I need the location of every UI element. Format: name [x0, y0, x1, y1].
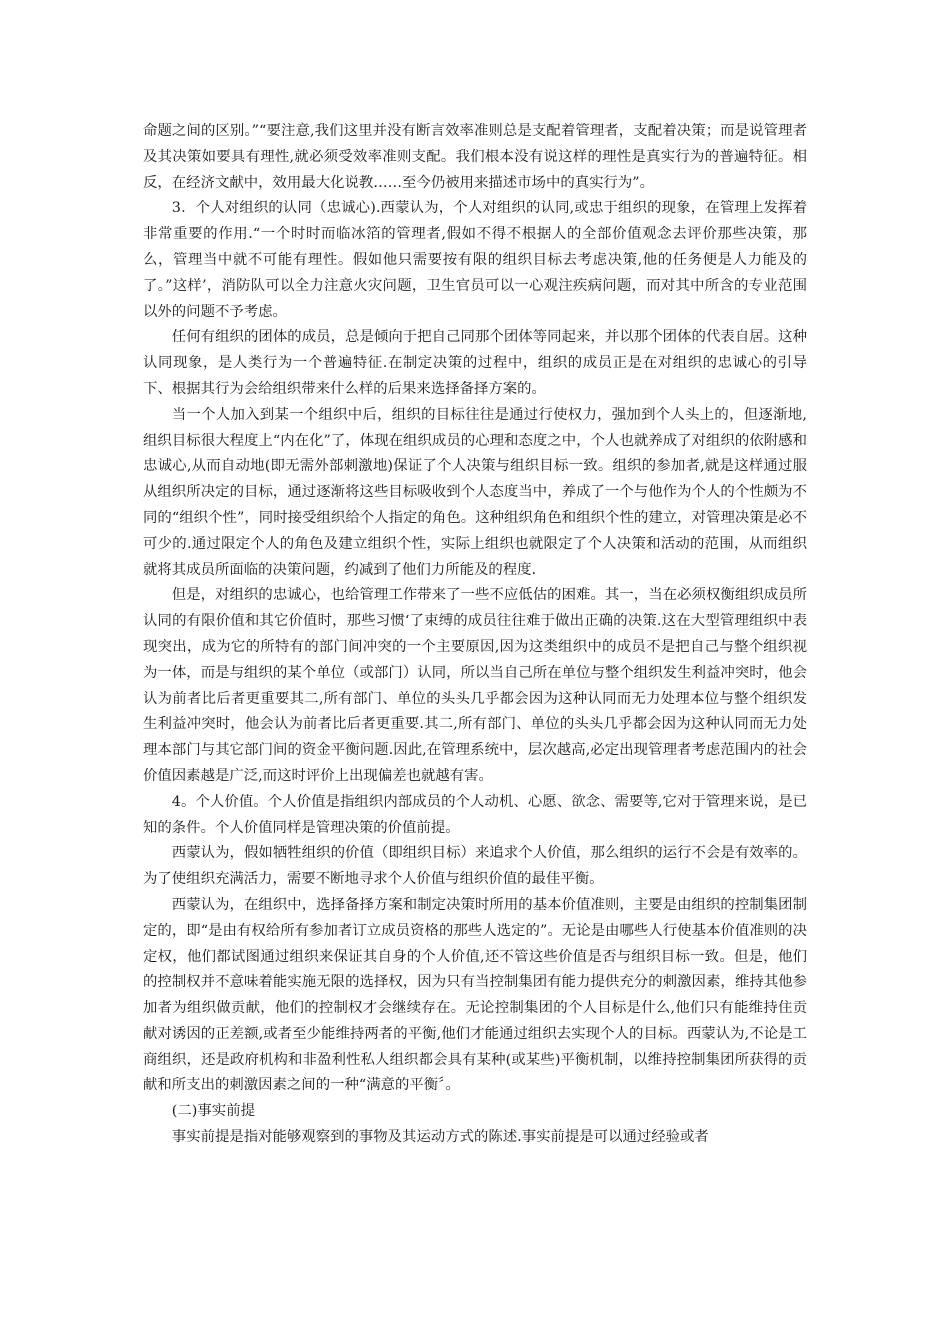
- paragraph-personal-value: 4。个人价值。个人价值是指组织内部成员的个人动机、心愿、欲念、需要等,它对于管理来说，是已知的条件。个人价值同样是管理决策的价值前提。: [143, 793, 807, 836]
- document-page: [143, 119, 807, 1151]
- paragraph-difficulties: 但是，对组织的忠诚心，也给管理工作带来了一些不应低估的困难。其一，当在必须权衡组织成员所认同的有限价值和其它价值时，那些习惯‘了束缚的成员往往难于做出正确的决策.这在大型管理组织中表现突出，成为它的所特有的部门间冲突的一个主要原因,因为这类组织中的成员不是把自己与整个组织视为一体，而是与组织的某个单位（或部门）认同，所以当自己所在单位与整个组织发生利益冲突时，他会认为前者比后者更重要其二,所有部门、单位的头头几乎都会因为这种认同而无力处理本位与整个组织发生利益冲突时，他会认为前者比后者更重要.其二,所有部门、单位的头头几乎都会因为这种认同而无力处理本部门与其它部门间的资金平衡问题.因此,在管理系统中，层次越高,必定出现管理者考虑范围内的社会价值因素越是广泛,而这时评价上出现偏差也就越有害。: [143, 587, 807, 784]
- paragraph-identification: 3．个人对组织的认同（忠诚心).西蒙认为，个人对组织的认同,或忠于组织的现象，在管理上发挥着非常重要的作用.“一个时时而临冰箔的管理者,假如不得不根据人的全部价值观念去评价那些决策，那么，管理当中就不可能有理性。假如他只需要按有限的组织目标去考虑决策,他的任务便是人力能及的了。”这样’，消防队可以全力注意火灾问题，卫生官员可以一心观注疾病问题，而对其中所含的专业范围以外的问题不予考虑。: [143, 200, 807, 320]
- paragraph-control-group: 西蒙认为，在组织中，选择备择方案和制定决策时所用的基本价值准则，主要是由组织的控制集团制定的，即“是由有权给所有参加者订立成员资格的那些人选定的”。无论是由哪些人行使基本价值准则的决定权，他们都试图通过组织来保证其自身的个人价值,还不管这些价值是否与组织目标一致。但是，他们的控制权并不意味着能实施无限的选择权，因为只有当控制集团有能力提供充分的刺激因素，维持其他参加者为组织做贡献，他们的控制权才会继续存在。无论控制集团的个人目标是什么,他们只有能维持住贡献对诱因的正差额,或者至少能维持两者的平衡,他们才能通过组织去实现个人的目标。西蒙认为,不论是工商组织，还是政府机构和非盈利性私人组织都会具有某种(或某些)平衡机制，以维持控制集团所获得的贡献和所支出的刺激因素之间的一种“满意的平衡〞。: [143, 896, 807, 1094]
- paragraph-continuation: 命题之间的区别。”“要注意,我们这里并没有断言效率准则总是支配着管理者，支配着决策；而是说管理者及其决策如要具有理性,就必须受效率准则支配。我们根本没有说这样的理性是真实行为的普遍特征。相反，在经济文献中，效用最大化说教……至今仍被用来描述市场中的真实行为”。: [143, 123, 807, 191]
- section-heading-fact-premise: (二)事实前提: [171, 1103, 255, 1120]
- paragraph-fact-premise: 事实前提是指对能够观察到的事物及其运动方式的陈述.事实前提是可以通过经验或者: [171, 1129, 709, 1146]
- paragraph-balance: 西蒙认为，假如牺牲组织的价值（即组织目标）来追求个人价值，那么组织的运行不会是有效率的。为了使组织充满活力，需要不断地寻求个人价值与组织价值的最佳平衡。: [143, 845, 807, 888]
- paragraph-group-members: 任何有组织的团体的成员，总是倾向于把自己同那个团体等同起来，并以那个团体的代表自居。这种认同现象，是人类行为一个普遍特征.在制定决策的过程中，组织的成员正是在对组织的忠诚心的引导下、根据其行为会给组织带来什么样的后果来选择备择方案的。: [143, 329, 807, 397]
- paragraph-internalization: 当一个人加入到某一个组织中后，组织的目标往往是通过行使权力，强加到个人头上的，但逐渐地,组织目标很大程度上“内在化”了，体现在组织成员的心理和态度之中，个人也就养成了对组织的依附感和忠诚心,从而自动地(即无需外部刺激地)保证了个人决策与组织目标一致。组织的参加者,就是这样通过服从组织所决定的目标，通过逐渐将这些目标吸收到个人态度当中，养成了一个与他作为个人的个性颇为不同的“组织个性”，同时接受组织给个人指定的角色。这种组织角色和组织个性的建立，对管理决策是必不可少的.通过限定个人的角色及建立组织个性，实际上组织也就限定了个人决策和活动的范围，从而组织就将其成员所面临的决策问题，约减到了他们力所能及的程度.: [143, 406, 807, 578]
